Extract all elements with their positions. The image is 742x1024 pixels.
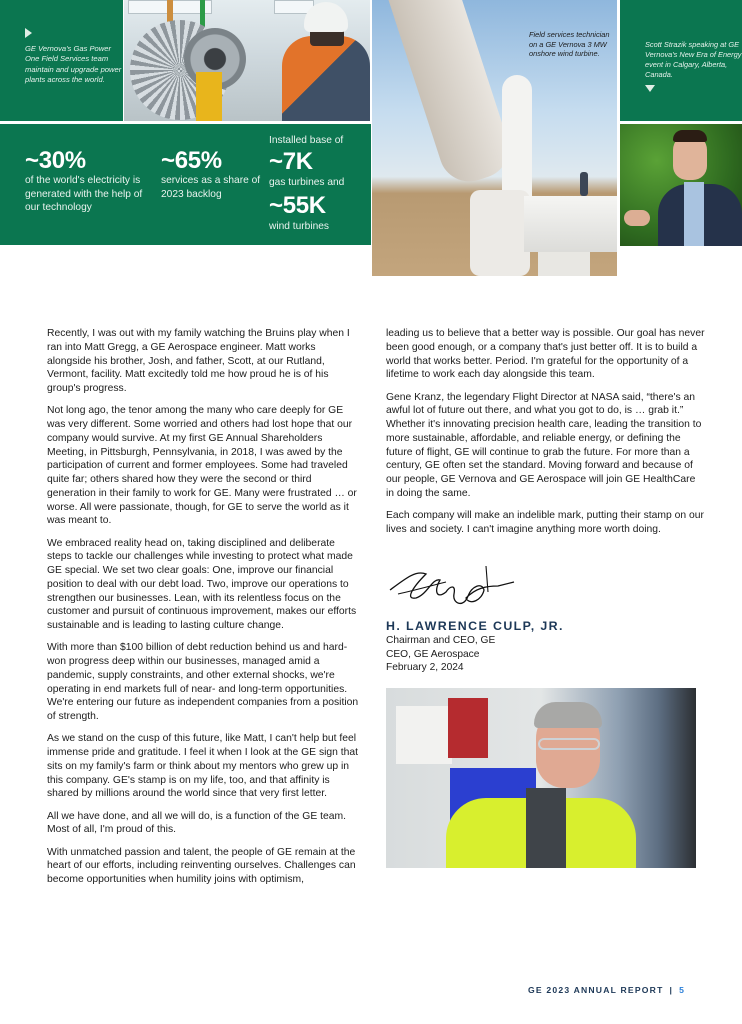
stat-value: ~65% <box>161 147 222 174</box>
signer-details <box>386 634 495 675</box>
signer-title-aerospace: CEO, GE Aerospace <box>386 648 480 660</box>
photo-ceo <box>386 688 696 868</box>
photo-gas-turbine-service <box>124 0 370 121</box>
triangle-down-icon <box>645 85 655 92</box>
signer-name: H. LAWRENCE CULP, JR. <box>386 619 564 633</box>
stats-band <box>0 124 371 245</box>
stat-installed-base <box>269 134 369 234</box>
letter-column-left <box>47 327 362 895</box>
paragraph: All we have done, and all we will do, is a function of the GE team. Most of all, I'm proud of this. <box>47 810 346 836</box>
paragraph: Each company will make an indelible mark, putting their stamp on our lives and society. I can't imagine anything more worth doing. <box>386 510 704 535</box>
paragraph: With unmatched passion and talent, the people of GE remain at the heart of our efforts, including reinventing ourselves. Challenges can become opportunities when humility joins with optimism, <box>47 846 356 885</box>
caption-speaker: Scott Strazik speaking at GE Vernova's New Era of Energy event in Calgary, Alberta, Canada. <box>645 40 742 79</box>
caption-panel-gas-power <box>0 0 123 121</box>
paragraph: leading us to believe that a better way is possible. Our goal has never been good enough, or a company that's just better off. It is to build a world that works better. Period. I'm grateful for the opportunity of a lifetime to work each day alongside this team. <box>386 328 705 381</box>
letter-date: February 2, 2024 <box>386 662 464 674</box>
signature-image <box>386 560 516 612</box>
stat-intro: Installed base of <box>269 135 344 146</box>
stat-value-wind: ~55K <box>269 192 326 220</box>
caption-gas-power: GE Vernova's Gas Power One Field Services team maintain and upgrade power plants across the world. <box>25 44 122 85</box>
page-number: 5 <box>679 985 686 995</box>
photo-speaker <box>620 124 742 246</box>
stat-value: ~30% <box>25 147 86 174</box>
stat-label-gas: gas turbines and <box>269 176 345 188</box>
stat-value-gas: ~7K <box>269 147 313 175</box>
stat-electricity <box>25 148 145 215</box>
signer-title-ge: Chairman and CEO, GE <box>386 635 496 646</box>
triangle-right-icon <box>25 28 32 38</box>
stat-label-wind: wind turbines <box>269 221 330 233</box>
caption-wind: Field services technician on a GE Vernova 3 MW onshore wind turbine. <box>529 30 610 59</box>
paragraph: Recently, I was out with my family watching the Bruins play when I ran into Matt Gregg, a GE Aerospace engineer. Matt works alongside his brother, Josh, and father, Scott, at our Rutland, Vermont, facility. Matt excitedly told me how proud he is of his group's progress. <box>47 328 350 394</box>
paragraph: As we stand on the cusp of this future, like Matt, I can't help but feel immense pride and gratitude. I feel it when I look at the GE sign that sits on my family's farm or think about my mentors who grew up in this company. GE's stamp is on my life, too, and that affinity is shared by millions around the world since that very first letter. <box>47 733 359 800</box>
paragraph: With more than $100 billion of debt reduction behind us and hard-won progress deep within our businesses, managed amid a pandemic, supply constraints, and other external shocks, we're operating in end markets full of near- and long-term opportunities. We're entering our future as independent companies from a position of strength. <box>47 642 359 722</box>
stat-label: services as a share of 2023 backlog <box>161 175 261 200</box>
stat-label: of the world's electricity is generated with the help of our technology <box>25 175 143 214</box>
paragraph: Not long ago, the tenor among the many who care deeply for GE was very different. Some worried and others had lost hope that our company would survive. At my first GE Annual Shareholders Meeting, in Pittsburgh, Pennsylvania, in 2018, I was awed by the participation of current and former employees. Some had traveled quite far; others shared how they were the second or third generation in their family to work for GE. Many were frustrated … or worse. All were passionate, though, for GE to serve the world as it was meant to. <box>47 405 357 527</box>
paragraph: Gene Kranz, the legendary Flight Director at NASA said, “there's an awful lot of future out there, and what you got to do, is … grab it.” Whether it's innovating precision health care, leading the transition to more sustainable, affordable, and reliable energy, or defining the future of flight, GE will continue to grab the future. For more than a century, GE often set the standard. Moving forward and because of our people, GE Vernova and GE Aerospace will join GE HealthCare in doing the same. <box>386 391 702 499</box>
caption-panel-speaker <box>620 0 742 121</box>
letter-column-right <box>386 327 706 545</box>
page-footer <box>528 985 685 995</box>
footer-separator: | <box>669 985 674 995</box>
caption-wind-panel <box>529 30 619 59</box>
report-title: GE 2023 ANNUAL REPORT <box>528 985 664 995</box>
stat-services-backlog <box>161 148 261 201</box>
paragraph: We embraced reality head on, taking disciplined and deliberate steps to tackle our challenges while investing to protect what made GE special. We set two clear goals: One, improve our financial position to deal with our debt load. Two, improve our operations to strengthen our businesses. Lean, with its relentless focus on the customer and pursuit of continuous improvement, makes our efforts sustainable and is leading to lasting culture change. <box>47 537 357 631</box>
